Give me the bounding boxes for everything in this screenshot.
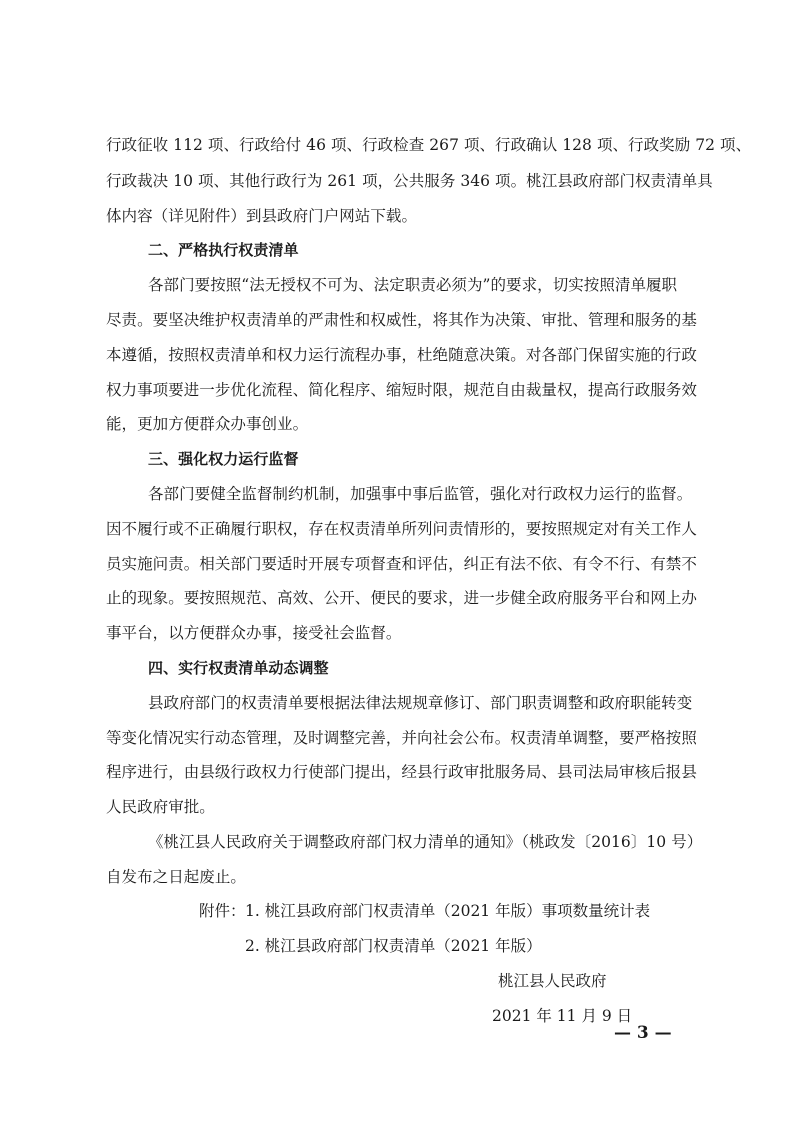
paragraph-line: 程序进行，由县级行政权力行使部门提出，经县行政审批服务局、县司法局审核后报县	[106, 763, 697, 781]
paragraph-line: 人民政府审批。	[106, 798, 215, 816]
paragraph-line: 各部门要按照“法无授权不可为、法定职责必须为”的要求，切实按照清单履职	[148, 276, 678, 294]
section-heading: 二、严格执行权责清单	[148, 241, 299, 259]
section-heading: 三、强化权力运行监督	[148, 450, 299, 468]
section-heading: 四、实行权责清单动态调整	[148, 659, 329, 677]
paragraph-line: 自发布之日起废止。	[106, 868, 246, 886]
paragraph-line: 本遵循，按照权责清单和权力运行流程办事，杜绝随意决策。对各部门保留实施的行政	[106, 346, 697, 364]
page-number: — 3 —	[614, 1023, 672, 1043]
attachments-label: 附件：	[199, 902, 246, 920]
paragraph-line: 县政府部门的权责清单要根据法律法规规章修订、部门职责调整和政府职能转变	[148, 694, 693, 712]
paragraph-line: 行政裁决 10 项、其他行政行为 261 项，公共服务 346 项。桃江县政府部门权责清单具	[106, 172, 713, 190]
paragraph-line: 体内容（详见附件）到县政府门户网站下载。	[106, 207, 418, 225]
paragraph-line: 因不履行或不正确履行职权，存在权责清单所列问责情形的，要按照规定对有关工作人	[106, 520, 697, 538]
paragraph-line: 《桃江县人民政府关于调整政府部门权力清单的通知》（桃政发〔2016〕10 号）	[148, 833, 703, 851]
issue-date: 2021 年 11 月 9 日	[492, 1007, 633, 1025]
attachment-item: 1. 桃江县政府部门权责清单（2021 年版）事项数量统计表	[245, 902, 651, 920]
attachment-item: 2. 桃江县政府部门权责清单（2021 年版）	[245, 937, 542, 955]
paragraph-line: 各部门要健全监督制约机制，加强事中事后监管，强化对行政权力运行的监督。	[148, 485, 693, 503]
paragraph-line: 能，更加方便群众办事创业。	[106, 415, 309, 433]
paragraph-line: 行政征收 112 项、行政给付 46 项、行政检查 267 项、行政确认 128 项、行政奖励 72 项、	[106, 136, 752, 154]
paragraph-line: 等变化情况实行动态管理，及时调整完善，并向社会公布。权责清单调整，要严格按照	[106, 729, 697, 747]
issuer-name: 桃江县人民政府	[498, 972, 607, 990]
paragraph-line: 事平台，以方便群众办事，接受社会监督。	[106, 624, 402, 642]
paragraph-line: 权力事项要进一步优化流程、简化程序、缩短时限，规范自由裁量权，提高行政服务效	[106, 381, 697, 399]
paragraph-line: 止的现象。要按照规范、高效、公开、便民的要求，进一步健全政府服务平台和网上办	[106, 589, 697, 607]
paragraph-line: 尽责。要坚决维护权责清单的严肃性和权威性，将其作为决策、审批、管理和服务的基	[106, 311, 697, 329]
paragraph-line: 员实施问责。相关部门要适时开展专项督查和评估，纠正有法不依、有令不行、有禁不	[106, 555, 697, 573]
